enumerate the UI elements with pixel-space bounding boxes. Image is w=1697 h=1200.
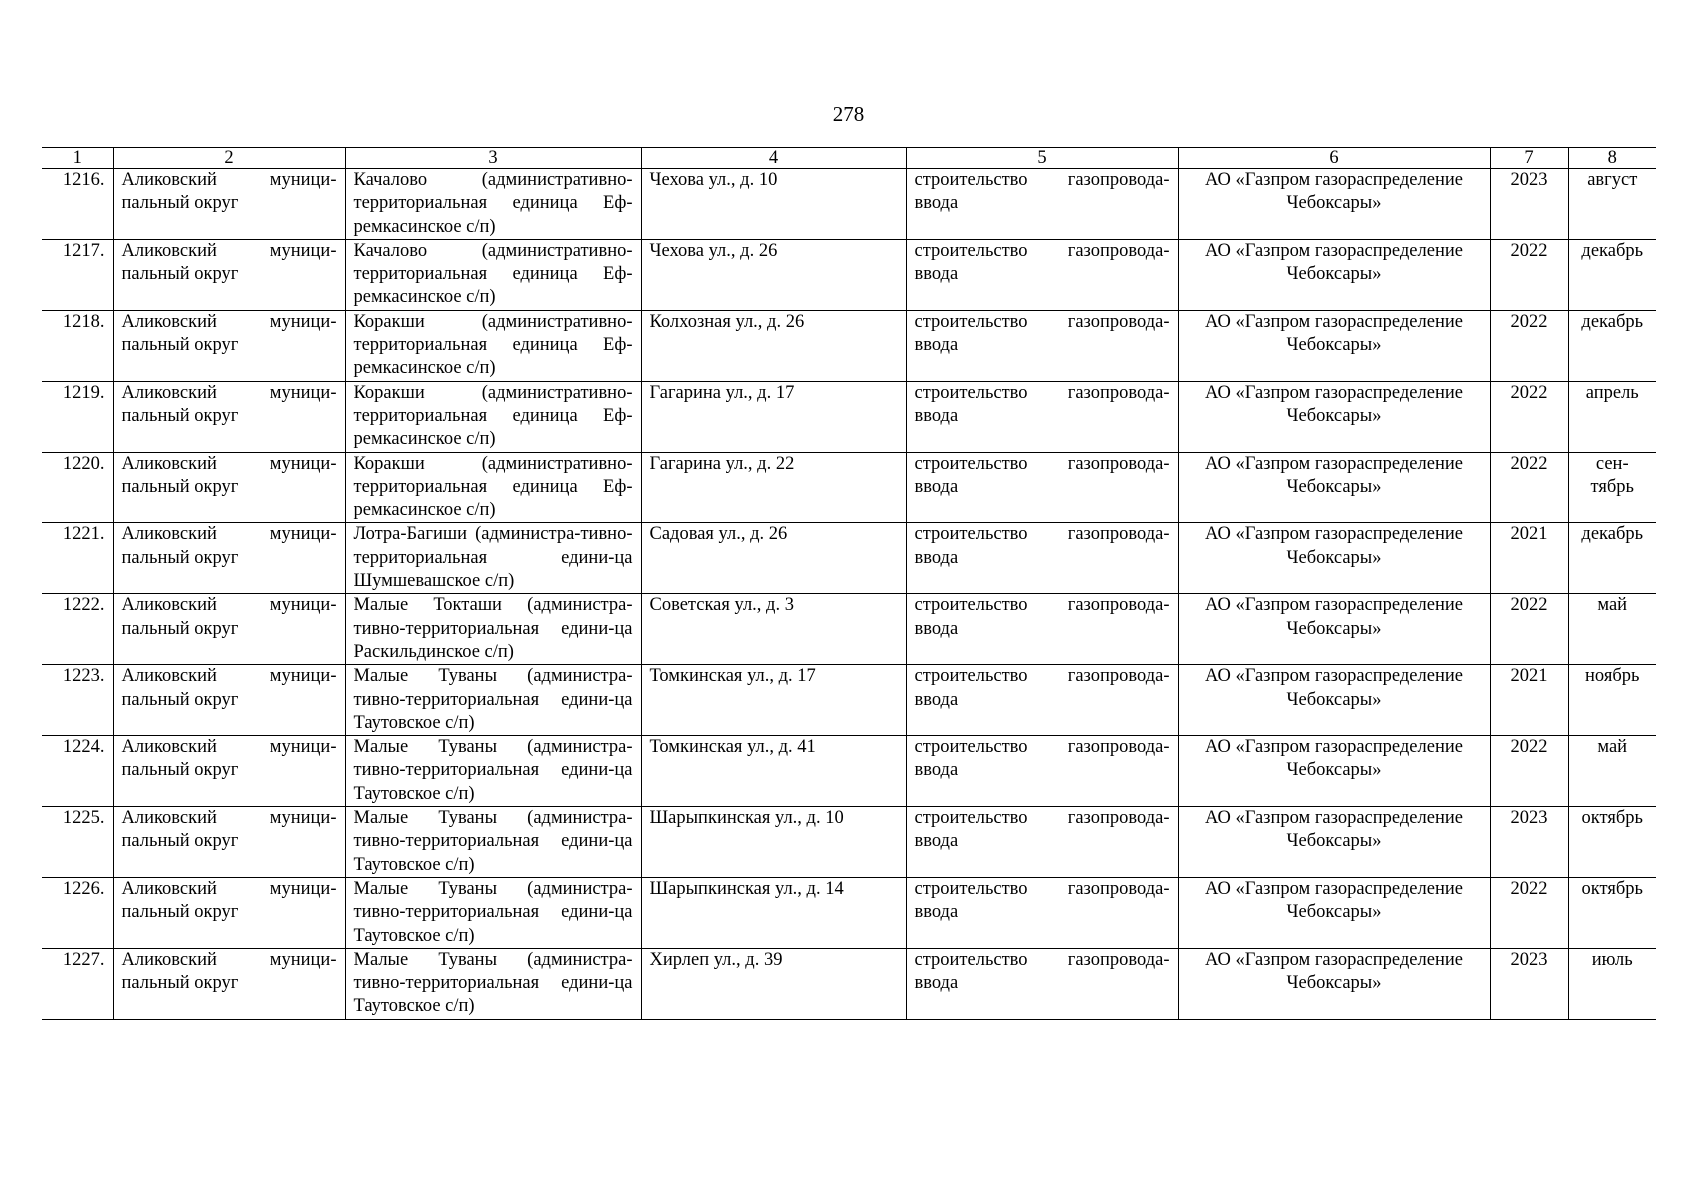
header-row: [42, 148, 1656, 169]
table-row: [42, 807, 1656, 878]
year-cell: 2022: [1490, 381, 1568, 452]
table-row: [42, 594, 1656, 665]
col-header-3: 3: [345, 148, 641, 169]
year-cell: 2022: [1490, 239, 1568, 310]
district-cell: Аликовский муници-пальный округ: [113, 452, 345, 523]
col-header-4: 4: [641, 148, 906, 169]
year-cell: 2022: [1490, 736, 1568, 807]
month-cell: ноябрь: [1568, 665, 1656, 736]
address-cell: Садовая ул., д. 26: [641, 523, 906, 594]
row-number: 1222.: [42, 594, 113, 665]
table-row: [42, 948, 1656, 1019]
row-number: 1218.: [42, 310, 113, 381]
address-cell: Колхозная ул., д. 26: [641, 310, 906, 381]
settlement-cell: Качалово (административно-территориальная единица Еф-ремкасинское с/п): [345, 239, 641, 310]
address-cell: Шарыпкинская ул., д. 14: [641, 877, 906, 948]
year-cell: 2022: [1490, 594, 1568, 665]
settlement-cell: Лотра-Багиши (администра-тивно-территориальная едини-ца Шумшевашское с/п): [345, 523, 641, 594]
district-cell: Аликовский муници-пальный округ: [113, 381, 345, 452]
organization-cell: АО «Газпром газораспределение Чебоксары»: [1178, 665, 1490, 736]
organization-cell: АО «Газпром газораспределение Чебоксары»: [1178, 877, 1490, 948]
table-row: [42, 310, 1656, 381]
row-number: 1221.: [42, 523, 113, 594]
row-number: 1217.: [42, 239, 113, 310]
settlement-cell: Коракши (административно-территориальная единица Еф-ремкасинское с/п): [345, 381, 641, 452]
year-cell: 2022: [1490, 310, 1568, 381]
row-number: 1220.: [42, 452, 113, 523]
month-cell: октябрь: [1568, 807, 1656, 878]
year-cell: 2021: [1490, 523, 1568, 594]
district-cell: Аликовский муници-пальный округ: [113, 736, 345, 807]
address-cell: Томкинская ул., д. 41: [641, 736, 906, 807]
row-number: 1224.: [42, 736, 113, 807]
col-header-6: 6: [1178, 148, 1490, 169]
settlement-cell: Коракши (административно-территориальная единица Еф-ремкасинское с/п): [345, 452, 641, 523]
organization-cell: АО «Газпром газораспределение Чебоксары»: [1178, 948, 1490, 1019]
work-type-cell: строительство газопровода-ввода: [906, 169, 1178, 240]
row-number: 1219.: [42, 381, 113, 452]
settlement-cell: Качалово (административно-территориальная единица Еф-ремкасинское с/п): [345, 169, 641, 240]
year-cell: 2021: [1490, 665, 1568, 736]
address-cell: Томкинская ул., д. 17: [641, 665, 906, 736]
col-header-5: 5: [906, 148, 1178, 169]
work-type-cell: строительство газопровода-ввода: [906, 736, 1178, 807]
table-row: [42, 169, 1656, 240]
organization-cell: АО «Газпром газораспределение Чебоксары»: [1178, 807, 1490, 878]
organization-cell: АО «Газпром газораспределение Чебоксары»: [1178, 169, 1490, 240]
district-cell: Аликовский муници-пальный округ: [113, 948, 345, 1019]
gas-pipeline-table: [42, 147, 1656, 1020]
work-type-cell: строительство газопровода-ввода: [906, 381, 1178, 452]
work-type-cell: строительство газопровода-ввода: [906, 310, 1178, 381]
table-row: [42, 665, 1656, 736]
year-cell: 2023: [1490, 948, 1568, 1019]
work-type-cell: строительство газопровода-ввода: [906, 948, 1178, 1019]
table-row: [42, 381, 1656, 452]
month-cell: июль: [1568, 948, 1656, 1019]
page-number: 278: [832, 102, 865, 126]
settlement-cell: Малые Туваны (администра-тивно-территориальная едини-ца Таутовское с/п): [345, 736, 641, 807]
month-cell: май: [1568, 736, 1656, 807]
row-number: 1225.: [42, 807, 113, 878]
address-cell: Гагарина ул., д. 17: [641, 381, 906, 452]
work-type-cell: строительство газопровода-ввода: [906, 452, 1178, 523]
month-cell: декабрь: [1568, 310, 1656, 381]
address-cell: Чехова ул., д. 26: [641, 239, 906, 310]
district-cell: Аликовский муници-пальный округ: [113, 807, 345, 878]
work-type-cell: строительство газопровода-ввода: [906, 807, 1178, 878]
month-cell: май: [1568, 594, 1656, 665]
col-header-7: 7: [1490, 148, 1568, 169]
col-header-2: 2: [113, 148, 345, 169]
organization-cell: АО «Газпром газораспределение Чебоксары»: [1178, 594, 1490, 665]
organization-cell: АО «Газпром газораспределение Чебоксары»: [1178, 239, 1490, 310]
organization-cell: АО «Газпром газораспределение Чебоксары»: [1178, 381, 1490, 452]
row-number: 1216.: [42, 169, 113, 240]
district-cell: Аликовский муници-пальный округ: [113, 877, 345, 948]
month-cell: август: [1568, 169, 1656, 240]
work-type-cell: строительство газопровода-ввода: [906, 523, 1178, 594]
address-cell: Шарыпкинская ул., д. 10: [641, 807, 906, 878]
month-cell: декабрь: [1568, 523, 1656, 594]
table-row: [42, 736, 1656, 807]
row-number: 1226.: [42, 877, 113, 948]
col-header-1: 1: [42, 148, 113, 169]
district-cell: Аликовский муници-пальный округ: [113, 665, 345, 736]
table-row: [42, 523, 1656, 594]
district-cell: Аликовский муници-пальный округ: [113, 594, 345, 665]
month-cell: октябрь: [1568, 877, 1656, 948]
district-cell: Аликовский муници-пальный округ: [113, 239, 345, 310]
address-cell: Хирлеп ул., д. 39: [641, 948, 906, 1019]
settlement-cell: Малые Токташи (администра-тивно-территориальная едини-ца Раскильдинское с/п): [345, 594, 641, 665]
table-body: [42, 169, 1656, 1020]
table-row: [42, 239, 1656, 310]
district-cell: Аликовский муници-пальный округ: [113, 523, 345, 594]
address-cell: Чехова ул., д. 10: [641, 169, 906, 240]
settlement-cell: Малые Туваны (администра-тивно-территориальная едини-ца Таутовское с/п): [345, 665, 641, 736]
month-cell: апрель: [1568, 381, 1656, 452]
organization-cell: АО «Газпром газораспределение Чебоксары»: [1178, 310, 1490, 381]
month-cell: декабрь: [1568, 239, 1656, 310]
organization-cell: АО «Газпром газораспределение Чебоксары»: [1178, 452, 1490, 523]
year-cell: 2022: [1490, 877, 1568, 948]
month-cell: сен-тябрь: [1568, 452, 1656, 523]
year-cell: 2022: [1490, 452, 1568, 523]
organization-cell: АО «Газпром газораспределение Чебоксары»: [1178, 736, 1490, 807]
settlement-cell: Малые Туваны (администра-тивно-территориальная едини-ца Таутовское с/п): [345, 877, 641, 948]
organization-cell: АО «Газпром газораспределение Чебоксары»: [1178, 523, 1490, 594]
row-number: 1227.: [42, 948, 113, 1019]
settlement-cell: Коракши (административно-территориальная единица Еф-ремкасинское с/п): [345, 310, 641, 381]
year-cell: 2023: [1490, 807, 1568, 878]
col-header-8: 8: [1568, 148, 1656, 169]
district-cell: Аликовский муници-пальный округ: [113, 169, 345, 240]
settlement-cell: Малые Туваны (администра-тивно-территориальная едини-ца Таутовское с/п): [345, 807, 641, 878]
work-type-cell: строительство газопровода-ввода: [906, 665, 1178, 736]
row-number: 1223.: [42, 665, 113, 736]
district-cell: Аликовский муници-пальный округ: [113, 310, 345, 381]
year-cell: 2023: [1490, 169, 1568, 240]
work-type-cell: строительство газопровода-ввода: [906, 594, 1178, 665]
address-cell: Советская ул., д. 3: [641, 594, 906, 665]
table-row: [42, 452, 1656, 523]
work-type-cell: строительство газопровода-ввода: [906, 877, 1178, 948]
table-row: [42, 877, 1656, 948]
settlement-cell: Малые Туваны (администра-тивно-территориальная едини-ца Таутовское с/п): [345, 948, 641, 1019]
address-cell: Гагарина ул., д. 22: [641, 452, 906, 523]
work-type-cell: строительство газопровода-ввода: [906, 239, 1178, 310]
